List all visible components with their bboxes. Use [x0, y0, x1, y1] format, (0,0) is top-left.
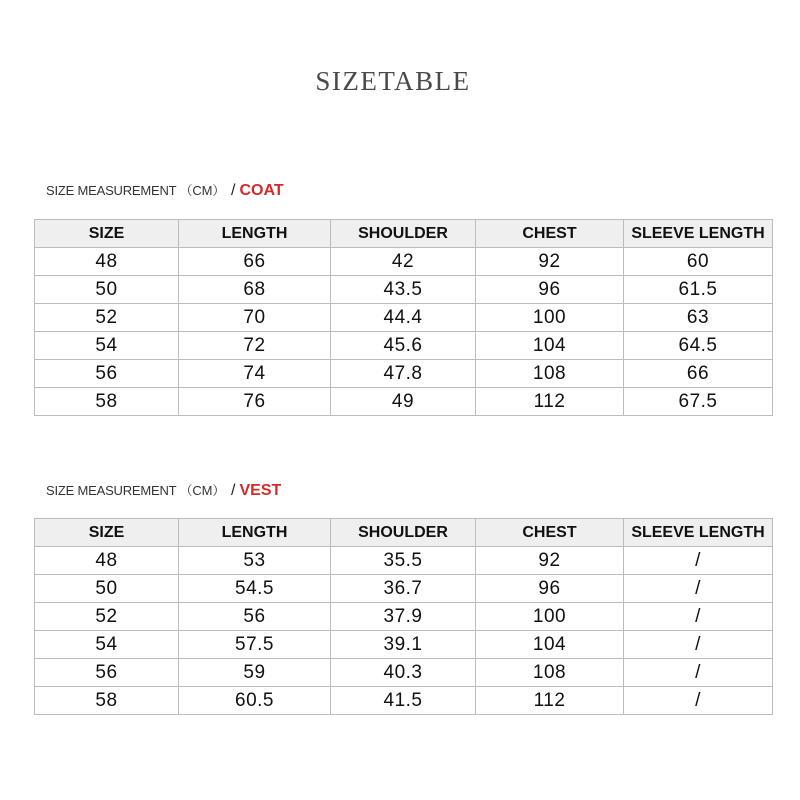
coat-header-row	[35, 220, 773, 248]
table-cell: 59	[179, 659, 331, 687]
table-cell: 92	[476, 248, 624, 276]
table-cell: 56	[179, 603, 331, 631]
table-cell: 108	[476, 360, 624, 388]
table-cell: 96	[476, 575, 624, 603]
table-cell: 92	[476, 547, 624, 575]
coat-caption-text: SIZE MEASUREMENT （CM）	[46, 183, 226, 198]
table-cell: 53	[179, 547, 331, 575]
table-row	[35, 547, 773, 575]
table-cell: 50	[35, 575, 179, 603]
table-cell: 56	[35, 659, 179, 687]
table-row	[35, 304, 773, 332]
table-row	[35, 575, 773, 603]
table-cell: 96	[476, 276, 624, 304]
table-row	[35, 248, 773, 276]
table-cell: 52	[35, 603, 179, 631]
table-row	[35, 360, 773, 388]
table-row	[35, 388, 773, 416]
vest-header-size: SIZE	[35, 519, 179, 547]
page-title: SIZETABLE	[315, 66, 471, 96]
table-cell: 66	[624, 360, 773, 388]
table-cell: 36.7	[331, 575, 476, 603]
table-cell: 70	[179, 304, 331, 332]
table-cell: /	[624, 631, 773, 659]
coat-size-table	[34, 219, 773, 416]
coat-caption-separator: /	[231, 182, 236, 199]
table-row	[35, 603, 773, 631]
table-cell: 104	[476, 631, 624, 659]
table-cell: 76	[179, 388, 331, 416]
table-cell: 50	[35, 276, 179, 304]
table-cell: 66	[179, 248, 331, 276]
coat-caption-type: COAT	[239, 182, 284, 199]
vest-section-caption	[46, 480, 281, 504]
table-cell: 57.5	[179, 631, 331, 659]
table-cell: 104	[476, 332, 624, 360]
coat-header-shoulder: SHOULDER	[331, 220, 476, 248]
table-cell: /	[624, 547, 773, 575]
table-cell: /	[624, 575, 773, 603]
coat-header-sleeve-length: SLEEVE LENGTH	[624, 220, 773, 248]
table-cell: 41.5	[331, 687, 476, 715]
table-cell: 45.6	[331, 332, 476, 360]
table-cell: 64.5	[624, 332, 773, 360]
table-cell: 60	[624, 248, 773, 276]
table-cell: 100	[476, 603, 624, 631]
table-cell: 48	[35, 248, 179, 276]
table-cell: 47.8	[331, 360, 476, 388]
vest-caption-separator: /	[231, 482, 236, 499]
table-cell: 61.5	[624, 276, 773, 304]
table-cell: 112	[476, 687, 624, 715]
table-row	[35, 276, 773, 304]
table-cell: 67.5	[624, 388, 773, 416]
table-cell: 42	[331, 248, 476, 276]
table-cell: 54	[35, 631, 179, 659]
vest-caption-type: VEST	[239, 482, 282, 499]
table-cell: 68	[179, 276, 331, 304]
table-row	[35, 659, 773, 687]
vest-caption-text: SIZE MEASUREMENT （CM）	[46, 483, 226, 498]
table-cell: /	[624, 659, 773, 687]
table-cell: 49	[331, 388, 476, 416]
vest-header-length: LENGTH	[179, 519, 331, 547]
table-row	[35, 332, 773, 360]
table-cell: 52	[35, 304, 179, 332]
table-cell: 100	[476, 304, 624, 332]
vest-header-chest: CHEST	[476, 519, 624, 547]
table-row	[35, 631, 773, 659]
table-cell: /	[624, 687, 773, 715]
table-cell: 72	[179, 332, 331, 360]
table-cell: 112	[476, 388, 624, 416]
table-cell: 39.1	[331, 631, 476, 659]
table-row	[35, 687, 773, 715]
table-cell: 58	[35, 687, 179, 715]
coat-header-length: LENGTH	[179, 220, 331, 248]
table-cell: /	[624, 603, 773, 631]
table-cell: 108	[476, 659, 624, 687]
vest-header-shoulder: SHOULDER	[331, 519, 476, 547]
coat-header-chest: CHEST	[476, 220, 624, 248]
table-cell: 40.3	[331, 659, 476, 687]
table-cell: 48	[35, 547, 179, 575]
vest-header-row	[35, 519, 773, 547]
table-cell: 74	[179, 360, 331, 388]
table-cell: 54.5	[179, 575, 331, 603]
table-cell: 56	[35, 360, 179, 388]
table-cell: 58	[35, 388, 179, 416]
table-cell: 60.5	[179, 687, 331, 715]
table-cell: 63	[624, 304, 773, 332]
table-cell: 35.5	[331, 547, 476, 575]
table-cell: 37.9	[331, 603, 476, 631]
coat-header-size: SIZE	[35, 220, 179, 248]
table-cell: 43.5	[331, 276, 476, 304]
vest-size-table	[34, 518, 773, 715]
coat-section-caption	[46, 180, 284, 204]
table-cell: 54	[35, 332, 179, 360]
table-cell: 44.4	[331, 304, 476, 332]
vest-header-sleeve-length: SLEEVE LENGTH	[624, 519, 773, 547]
